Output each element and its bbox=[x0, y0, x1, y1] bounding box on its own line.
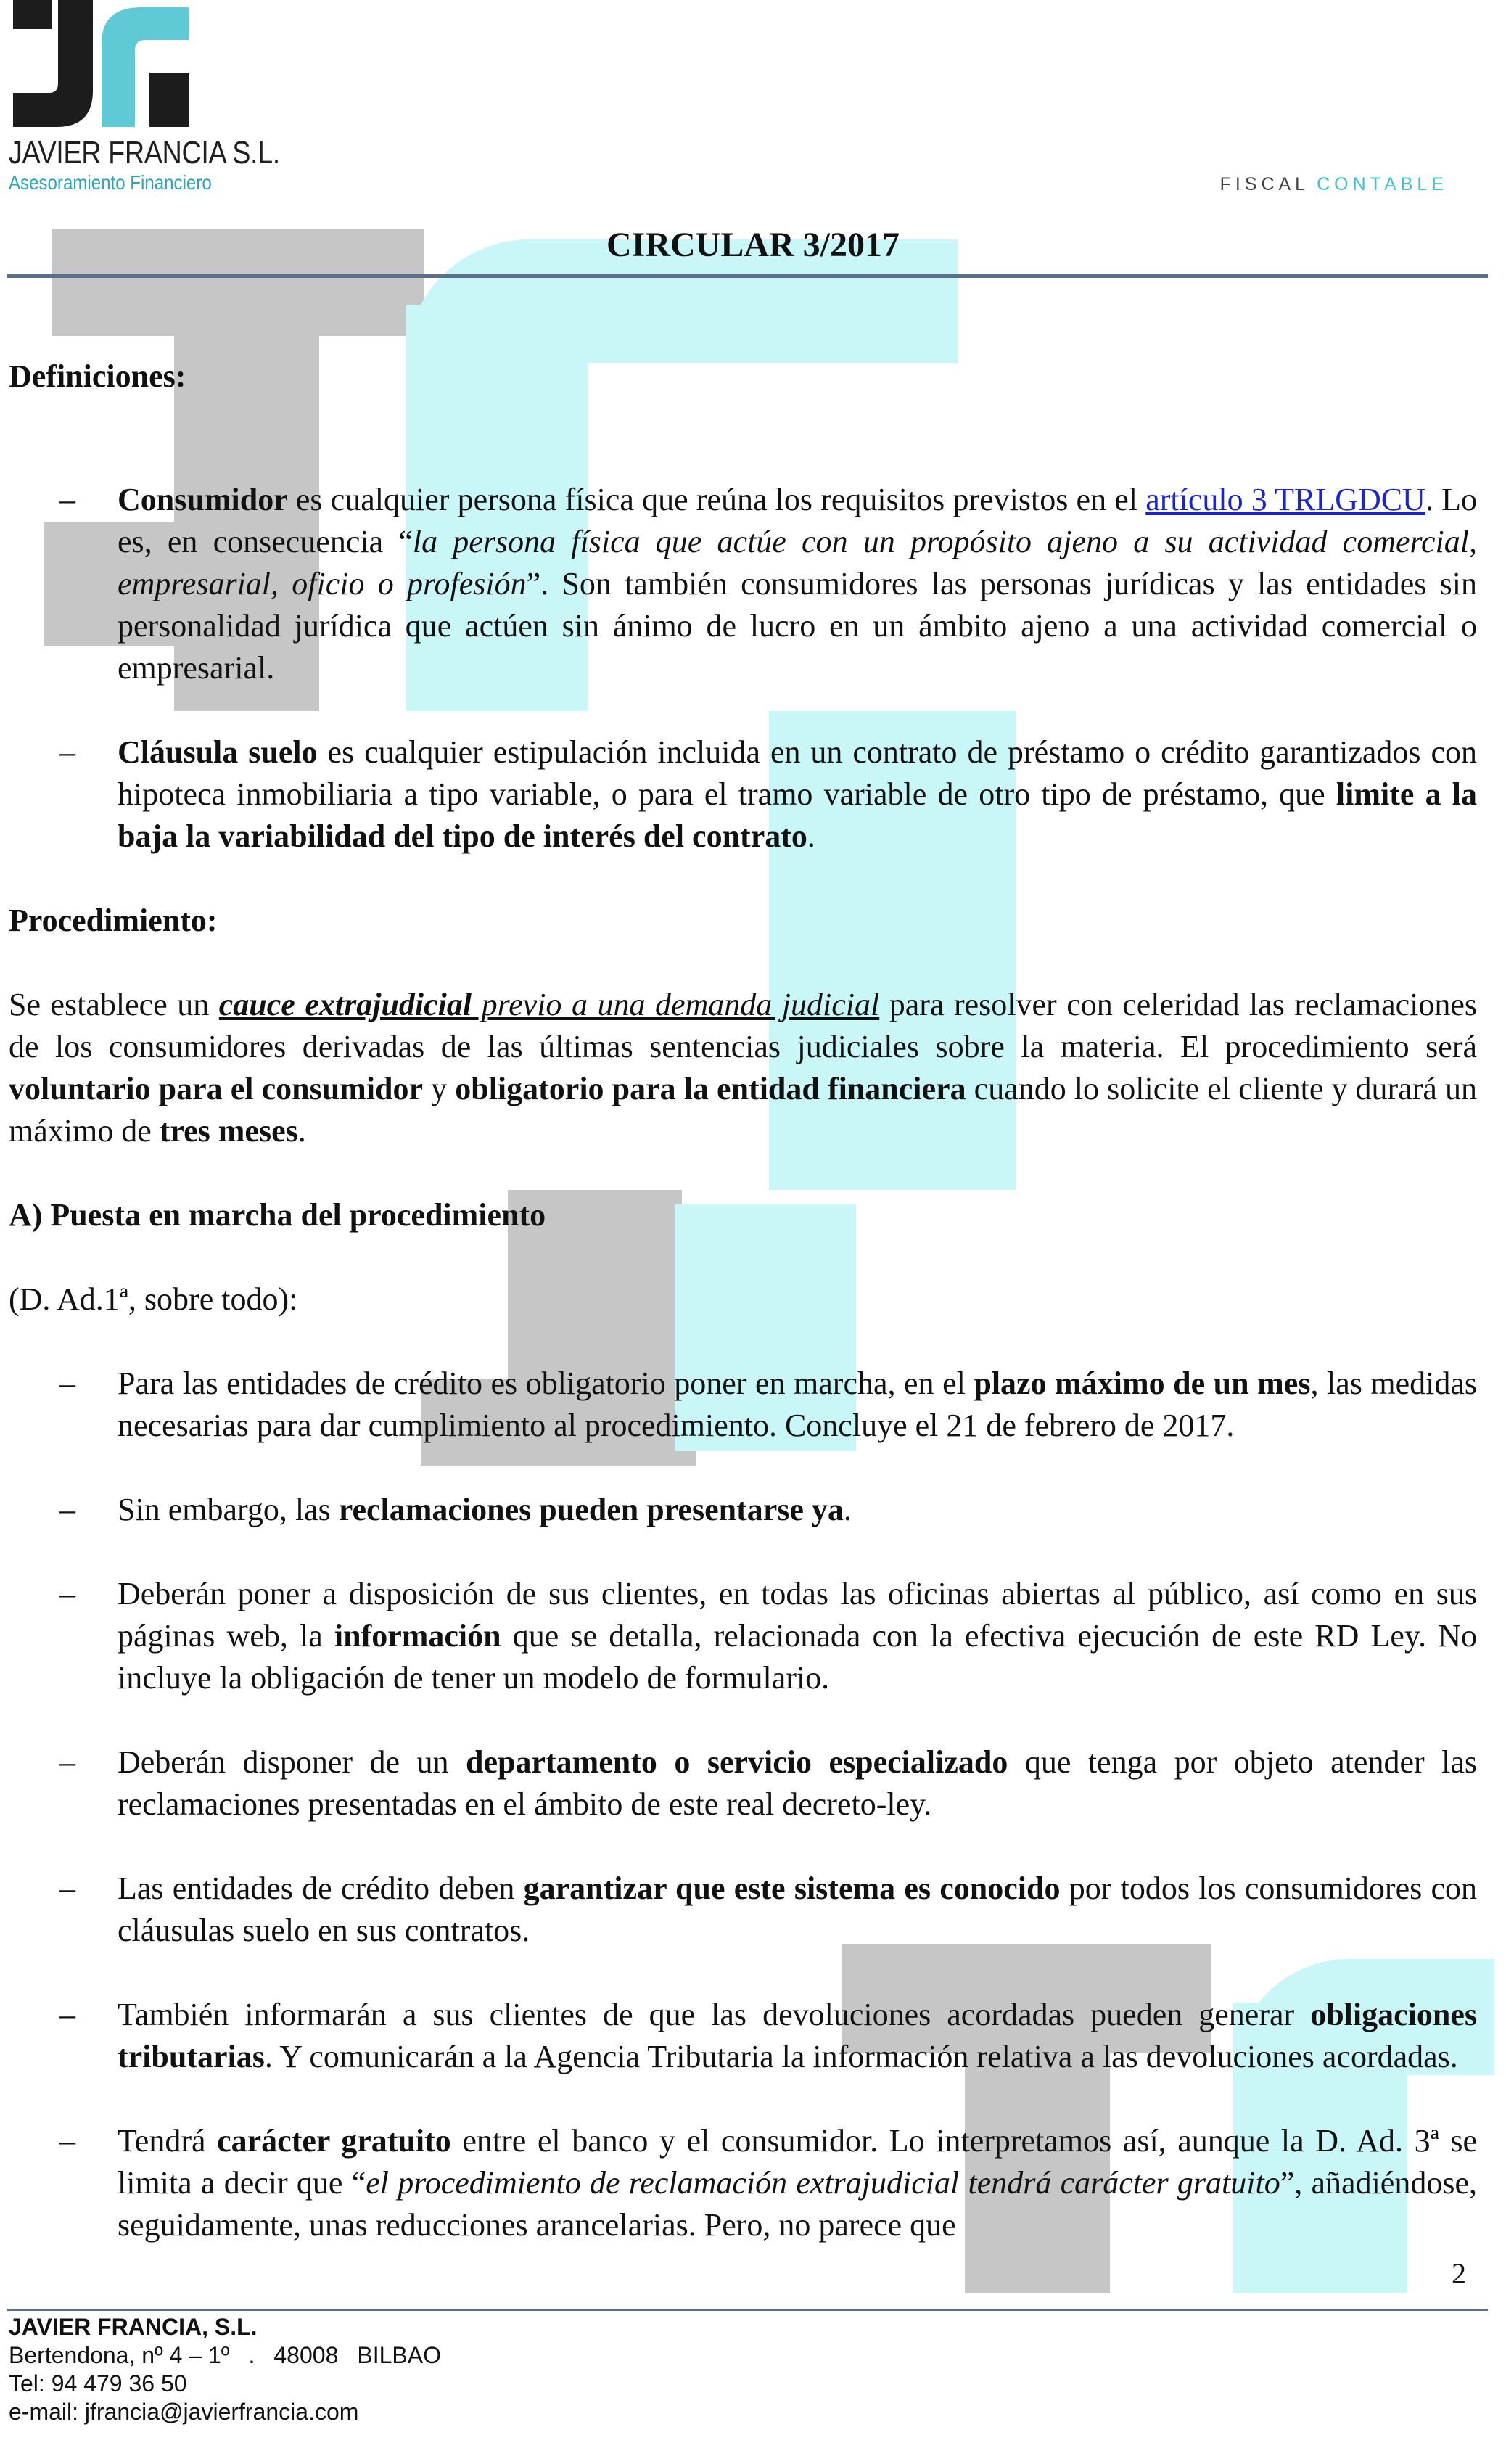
term-consumidor: Consumidor bbox=[118, 482, 288, 517]
logo-company-name: JAVIER FRANCIA S.L. bbox=[9, 135, 280, 171]
footer-street: Bertendona, nº 4 – 1º bbox=[9, 2342, 230, 2368]
list-dash: – bbox=[59, 1997, 75, 2032]
footer-email[interactable]: e-mail: jfrancia@javierfrancia.com bbox=[9, 2399, 359, 2425]
list-dash: – bbox=[59, 1576, 75, 1611]
italic-quote: el procedimiento de reclamación extrajudicial tendrá carácter gratuito bbox=[366, 2165, 1280, 2201]
tagline-contable: CONTABLE bbox=[1317, 174, 1448, 194]
footer-postcode: 48008 bbox=[273, 2342, 339, 2368]
footer-city: BILBAO bbox=[357, 2342, 441, 2368]
list-item-clausula-suelo bbox=[9, 731, 1477, 858]
bold-text: obligaciones tributarias bbox=[118, 1997, 1477, 2074]
logo-company-subtitle: Asesoramiento Financiero bbox=[9, 171, 212, 194]
quote-consumidor: la persona física que actúe con un propósito ajeno a su actividad comercial, empresarial, oficio o profesión bbox=[118, 524, 1477, 601]
section-heading-puesta-en-marcha: A) Puesta en marcha del procedimiento bbox=[9, 1197, 546, 1233]
text: Se establece un bbox=[9, 987, 219, 1022]
header-divider bbox=[7, 274, 1488, 278]
list-dash: – bbox=[59, 482, 75, 517]
text: para resolver con celeridad las reclamaciones de los consumidores derivadas de las últimas sentencias judiciales sobre la materia. El procedimiento será bbox=[9, 987, 1478, 1064]
link-articulo-3-trlgdcu[interactable]: artículo 3 TRLGDCU bbox=[1145, 482, 1425, 517]
bold-text: plazo máximo de un mes bbox=[974, 1366, 1311, 1401]
list-item bbox=[9, 1573, 1477, 1699]
list-item-consumidor bbox=[9, 479, 1477, 689]
list-dash: – bbox=[59, 1744, 75, 1780]
text: . bbox=[843, 1492, 852, 1527]
bold-text: departamento o servicio especializado bbox=[465, 1744, 1008, 1780]
bold-text: garantizar que este sistema es conocido bbox=[523, 1870, 1061, 1906]
text: . Lo es, en consecuencia “ bbox=[118, 482, 1477, 559]
list-item bbox=[9, 1994, 1477, 2078]
text: cuando lo solicite el cliente y durará un máximo de bbox=[9, 1071, 1478, 1149]
bold-text: información bbox=[334, 1618, 501, 1654]
text: Para las entidades de crédito es obligatorio poner en marcha, en el bbox=[118, 1366, 974, 1401]
text: entre el banco y el consumidor. Lo interpretamos así, aunque la D. Ad. 3ª se limita a decir que “ bbox=[118, 2123, 1477, 2201]
page-number: 2 bbox=[1452, 2257, 1466, 2290]
footer-address bbox=[9, 2341, 460, 2370]
list-dash: – bbox=[59, 734, 75, 770]
paragraph-procedimiento bbox=[9, 984, 1477, 1152]
text: es cualquier estipulación incluida en un contrato de préstamo o crédito garantizados con hipoteca inmobiliaria a tipo variable, o para el tramo variable de otro tipo de préstamo, que bbox=[118, 734, 1477, 812]
document-body bbox=[9, 356, 1477, 2246]
list-item-caracter-gratuito bbox=[9, 2120, 1477, 2246]
text: ”. Son también consumidores las personas jurídicas y las entidades sin personalidad jurídica que actúen sin ánimo de lucro en un ámbito ajeno a una actividad comercial o empresarial. bbox=[118, 566, 1477, 686]
text: Sin embargo, las bbox=[118, 1492, 339, 1527]
bold-text: reclamaciones pueden presentarse ya bbox=[338, 1492, 844, 1527]
text: que tenga por objeto atender las reclamaciones presentadas en el ámbito de este real decreto-ley. bbox=[118, 1744, 1477, 1822]
text: . bbox=[297, 1113, 306, 1149]
bold-text: voluntario para el consumidor bbox=[9, 1071, 424, 1106]
text: por todos los consumidores con cláusulas suelo en sus contratos. bbox=[118, 1870, 1477, 1948]
text: Deberán disponer de un bbox=[118, 1744, 466, 1780]
section-heading-procedimiento: Procedimiento: bbox=[9, 903, 218, 938]
text: es cualquier persona física que reúna los requisitos previstos en el bbox=[287, 482, 1146, 517]
text: Deberán poner a disposición de sus clientes, en todas las oficinas abiertas al público, así como en sus páginas web, la bbox=[118, 1576, 1477, 1654]
list-item bbox=[9, 1489, 1477, 1531]
document-title: CIRCULAR 3/2017 bbox=[606, 226, 900, 264]
list-dash: – bbox=[59, 1366, 75, 1401]
footer-dot: . bbox=[248, 2342, 255, 2368]
term-clausula-suelo: Cláusula suelo bbox=[118, 734, 318, 770]
bold-text: obligatorio para la entidad financiera bbox=[455, 1071, 966, 1106]
text: Las entidades de crédito deben bbox=[118, 1870, 524, 1906]
bold-text: limite a la baja la variabilidad del tipo de interés del contrato bbox=[118, 776, 1477, 854]
list-item bbox=[9, 1868, 1477, 1952]
footer-divider bbox=[7, 2309, 1488, 2311]
footer-company: JAVIER FRANCIA, S.L. bbox=[9, 2314, 258, 2340]
text: ”, añadiéndose, seguidamente, unas reducciones arancelarias. Pero, no parece que bbox=[118, 2165, 1477, 2243]
tagline-fiscal: FISCAL bbox=[1219, 174, 1310, 194]
text: También informarán a sus clientes de que las devoluciones acordadas pueden generar bbox=[118, 1997, 1311, 2032]
section-heading-definiciones: Definiciones: bbox=[9, 358, 186, 394]
list-item bbox=[9, 1741, 1477, 1826]
bold-text: tres meses bbox=[159, 1113, 298, 1149]
list-dash: – bbox=[59, 1870, 75, 1906]
text: , las medidas necesarias para dar cumplimiento al procedimiento. Concluye el 21 de febrero de 2017. bbox=[118, 1366, 1478, 1443]
text: que se detalla, relacionada con la efectiva ejecución de este RD Ley. No incluye la obligación de tener un modelo de formulario. bbox=[118, 1618, 1477, 1696]
list-dash: – bbox=[59, 2123, 75, 2159]
header-tagline bbox=[1220, 174, 1448, 195]
italic-underline-text: previo a una demanda judicial bbox=[472, 987, 880, 1022]
bold-italic-underline-text: cauce extrajudicial bbox=[218, 987, 472, 1022]
text: y bbox=[423, 1071, 456, 1106]
list-item bbox=[9, 1363, 1477, 1447]
footer-phone: Tel: 94 479 36 50 bbox=[9, 2370, 187, 2397]
text: . Y comunicarán a la Agencia Tributaria la información relativa a las devoluciones acordadas. bbox=[264, 2039, 1458, 2074]
bold-text: carácter gratuito bbox=[217, 2123, 451, 2159]
section-note: (D. Ad.1ª, sobre todo): bbox=[9, 1281, 298, 1317]
text: Tendrá bbox=[118, 2123, 218, 2159]
list-dash: – bbox=[59, 1492, 75, 1527]
footer bbox=[9, 2313, 460, 2426]
text: . bbox=[807, 818, 815, 854]
